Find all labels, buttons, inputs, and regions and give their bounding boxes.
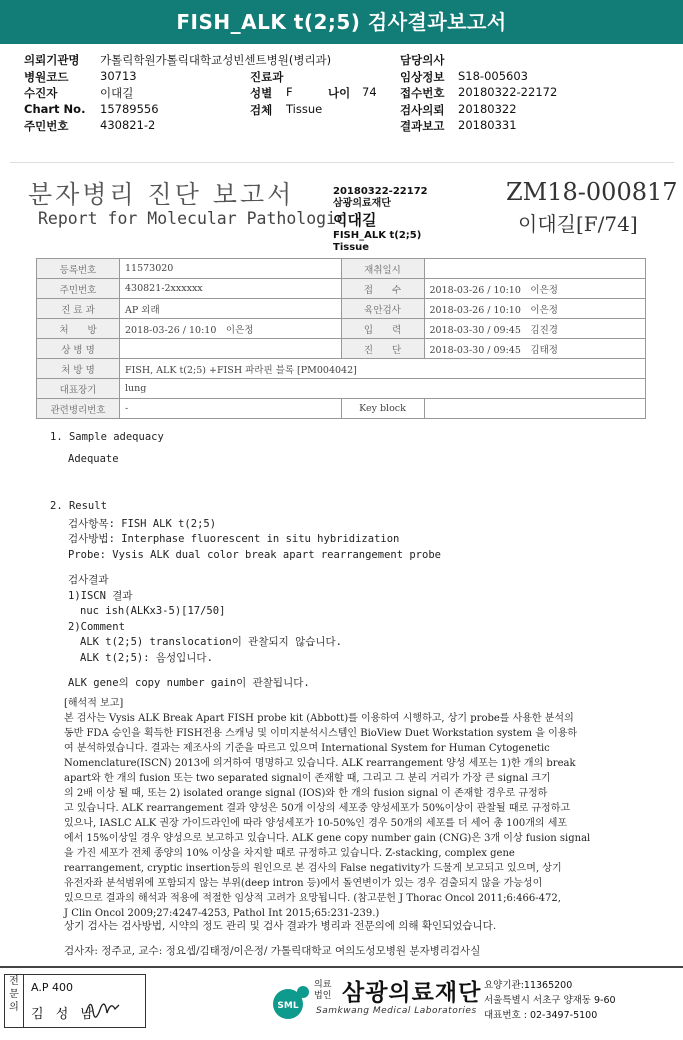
info-row [37, 259, 646, 279]
age-value: 74 [362, 85, 377, 99]
req-org-label: 의뢰기관명 [24, 53, 80, 67]
iscn-title: 1)ISCN 결과 [68, 589, 133, 602]
info-row [37, 279, 646, 299]
receipt-value: 20180322-22172 [458, 85, 558, 99]
specialist-label: 전문의 [5, 975, 24, 1027]
corp-type [314, 980, 331, 1002]
report-number: ZM18-000817 [506, 178, 678, 206]
info-value: 2018-03-30 / 09:45 김진경 [424, 319, 646, 339]
organ-row [37, 379, 646, 399]
iscn-value: nuc ish(ALKx3-5)[17/50] [80, 605, 226, 617]
info-value [120, 339, 342, 359]
info-row [37, 339, 646, 359]
signature-image [83, 993, 123, 1023]
patient-label: 수진자 [24, 86, 58, 100]
interpretation [64, 696, 664, 921]
interpretation-line: Nomenclature(ISCN) 2013에 의거하여 명명하고 있습니다. ALK rearrangement 양성 세포는 1)한 개의 break [64, 758, 576, 769]
sex-value: F [286, 85, 293, 99]
info-value: 2018-03-26 / 10:10 이은정 [424, 299, 646, 319]
info-value: AP 외래 [120, 299, 342, 319]
report-title: FISH_ALK t(2;5) 검사결과보고서 [0, 0, 683, 44]
comment-negative: ALK t(2;5): 음성입니다. [80, 651, 213, 664]
sex-label: 성별 [250, 86, 273, 100]
req-org-value: 가톨릭학원가톨릭대학교성빈센트병원(병리과) [100, 53, 332, 67]
org-code: 요양기관:11365200 [484, 980, 573, 991]
chart-label: Chart No. [24, 101, 86, 116]
corp-name: 삼광의료재단 [342, 980, 482, 1006]
sample-adequacy-value: Adequate [68, 452, 119, 465]
info-label: 육안검사 [341, 299, 424, 319]
label-org: 삼광의료재단 [333, 198, 391, 209]
result-heading: 검사결과 [68, 574, 109, 586]
info-label: 상 병 명 [37, 339, 120, 359]
label-number: 20180322-22172 [333, 186, 428, 197]
reqdate-label: 검사의뢰 [400, 102, 445, 117]
dept-label: 진료과 [250, 69, 284, 84]
interpretation-line: 을 가진 세포가 전체 종양의 10% 이상을 차지할 때로 규정하고 있습니다. Z-stacking, complex gene [64, 848, 515, 859]
order-label: 처 방 명 [37, 359, 120, 379]
clinical-label: 임상정보 [400, 69, 445, 84]
rrn-value: 430821-2 [100, 118, 156, 132]
interpretation-text [64, 711, 664, 921]
test-method: 검사방법: Interphase fluorescent in situ hybridization [68, 533, 400, 545]
hospcode-value: 30713 [100, 68, 137, 83]
info-value: 11573020 [120, 259, 342, 279]
result-body [50, 430, 660, 692]
interpretation-line: 본 검사는 Vysis ALK Break Apart FISH probe kit (Abbott)를 이용하여 시행하고, 상기 probe를 사용한 분석의 [64, 713, 574, 724]
info-table [36, 258, 646, 419]
info-value: 2018-03-26 / 10:10 이은정 [120, 319, 342, 339]
corp-name-en: Samkwang Medical Laboratories [316, 1006, 477, 1016]
interpretation-line: 여 분석하였습니다. 결과는 제조사의 기준을 따르고 있으며 International System for Human Cytogenetic [64, 743, 550, 754]
scan-title-ko: 분자병리 진단 보고서 [28, 180, 295, 209]
key-block-label: Key block [341, 399, 424, 419]
chart-value: 15789556 [100, 101, 159, 116]
specialist-box [4, 974, 146, 1028]
key-block-value [424, 399, 646, 419]
sample-adequacy-title: 1. Sample adequacy [50, 431, 164, 443]
repdate-label: 결과보고 [400, 119, 445, 133]
reqdate-value: 20180322 [458, 101, 517, 116]
related-value: - [120, 399, 342, 419]
interpretation-line: 유전자좌 분석범위에 포함되지 않는 부위(deep intron 등)에서 돌연변이가 있는 경우 검출되지 않을 가능성이 [64, 878, 543, 889]
clinical-value: S18-005603 [458, 68, 528, 83]
specimen-label: 검체 [250, 102, 273, 117]
sml-logo-icon [272, 982, 314, 1022]
related-label: 관련병리번호 [37, 399, 120, 419]
info-value [424, 259, 646, 279]
interpretation-line: apart와 한 개의 fusion 또는 two separated signal이 존재할 때, 그리고 그 분리 거리가 가장 큰 signal 크기 [64, 773, 551, 784]
label-specimen: Tissue [333, 242, 370, 253]
interpretation-line: J Clin Oncol 2009;27:4247-4253, Pathol Int 2015;65:231-239.) [64, 908, 380, 919]
result-title: 2. Result [50, 500, 107, 512]
comment-translocation: ALK t(2;5) translocation이 관찰되지 않습니다. [80, 636, 342, 648]
interpretation-line: 에서 15%이상일 경우 양성으로 보고하고 있습니다. ALK gene copy number gain (CNG)은 3개 이상 fusion signal [64, 833, 591, 844]
age-label: 나이 [328, 86, 351, 100]
organ-label: 대표장기 [37, 379, 120, 399]
comment-title: 2)Comment [68, 620, 125, 633]
corp-type-line1: 의료 [314, 980, 332, 990]
signers: 검사자: 정주교, 교수: 정요셉/김태정/이은정/ 가톨릭대학교 여의도성모병원 분자병리검사실 [64, 945, 481, 957]
logo-text: SML [277, 1001, 299, 1011]
patient-header [24, 52, 664, 135]
info-label: 등록번호 [37, 259, 120, 279]
info-label: 입 력 [341, 319, 424, 339]
receipt-label: 접수번호 [400, 86, 445, 100]
corp-contact [484, 978, 616, 1023]
test-probe: Probe: Vysis ALK dual color break apart rearrangement probe [68, 548, 441, 561]
test-item: 검사항목: FISH ALK t(2;5) [68, 517, 217, 530]
doctor-label: 담당의사 [400, 53, 445, 67]
interpretation-title: [해석적 보고] [64, 698, 124, 709]
interpretation-line: rearrangement, cryptic insertion등의 원인으로 본 검사의 False negativity가 드물게 보고되고 있으며, 상기 [64, 863, 562, 874]
copy-gain-note: ALK gene의 copy number gain이 관찰됩니다. [68, 677, 310, 689]
order-value: FISH, ALK t(2;5) +FISH 파라핀 블록 [PM004042] [120, 359, 646, 379]
hospcode-label: 병원코드 [24, 69, 69, 84]
rrn-label: 주민번호 [24, 119, 69, 133]
label-test: FISH_ALK t(2;5) [333, 230, 422, 241]
info-label: 주민번호 [37, 279, 120, 299]
info-value: 430821-2xxxxxx [120, 279, 342, 299]
info-label: 진 단 [341, 339, 424, 359]
repdate-value: 20180331 [458, 118, 517, 132]
specialist-name: 김 성 남 [31, 1007, 97, 1022]
specimen-value: Tissue [286, 101, 323, 116]
corp-type-line2: 법인 [314, 991, 332, 1001]
address: 서울특별시 서초구 양재동 9-60 [484, 995, 616, 1006]
confirmation-statement: 상기 검사는 검사방법, 시약의 정도 관리 및 검사 결과가 병리과 전문의에 의해 확인되었습니다. [64, 920, 497, 932]
interpretation-line: 동반 FDA 승인을 획득한 FISH전용 스캐닝 및 이미지분석시스템인 BioView Duet Workstation system 을 이용하 [64, 728, 578, 739]
info-value: 2018-03-30 / 09:45 김태정 [424, 339, 646, 359]
info-row [37, 319, 646, 339]
scan-title-en: Report for Molecular Pathologic [38, 209, 346, 228]
info-row [37, 299, 646, 319]
info-label: 재취일시 [341, 259, 424, 279]
interpretation-line: 있으나, IASLC ALK 권장 가이드라인에 따라 양성세포가 10-50%인 경우 50개의 세포를 더 세어 총 100개의 세포 [64, 818, 568, 829]
interpretation-line: 고 있습니다. ALK rearrangement 결과 양성은 50개 이상의 세포중 양성세포가 50%이상이 관찰될 때로 규정하고 [64, 803, 571, 814]
organ-value: lung [120, 379, 646, 399]
info-label: 처 방 [37, 319, 120, 339]
order-row [37, 359, 646, 379]
specimen-label-sticker [333, 186, 428, 254]
phone: 대표번호 : 02-3497-5100 [484, 1010, 598, 1021]
report-patient: 이대길[F/74] [518, 212, 638, 236]
patient-value: 이대길 [100, 86, 134, 100]
info-label: 진 료 과 [37, 299, 120, 319]
interpretation-line: 의 2배 이상 될 때, 또는 2) isolated orange signal (IOS)와 한 개의 fusion signal 이 존재할 경우로 규정하 [64, 788, 548, 799]
info-value: 2018-03-26 / 10:10 이은정 [424, 279, 646, 299]
interpretation-line: 있으므로 결과의 해석과 적용에 적절한 임상적 고려가 요망됩니다. (참고문헌 J Thorac Oncol 2011;6:466-472, [64, 893, 561, 904]
label-name: 이대길 [333, 211, 377, 229]
related-row [37, 399, 646, 419]
license-number: A.P 400 [31, 981, 73, 994]
info-label: 접 수 [341, 279, 424, 299]
